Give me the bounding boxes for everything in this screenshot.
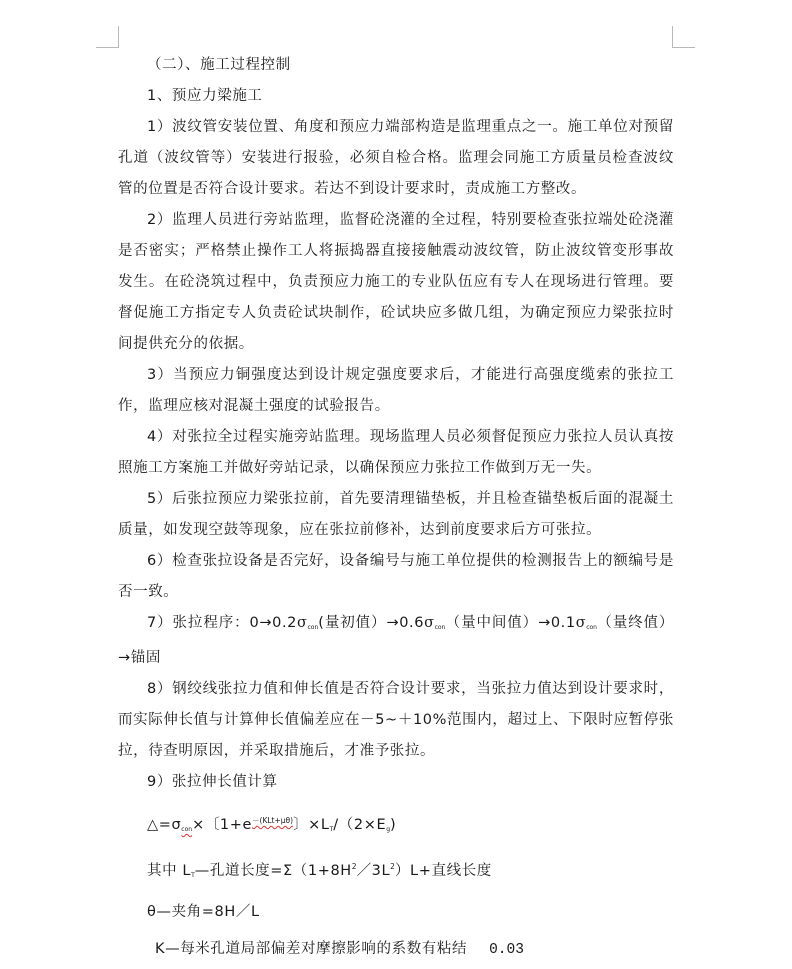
formula-part-e: ): [390, 817, 397, 833]
crop-mark-top-right-vertical: [672, 26, 673, 48]
p7-part-d: （量终值）→锚固: [118, 615, 675, 666]
subsection-title: 1、预应力梁施工: [147, 88, 263, 104]
subsection-9-title: 9）张拉伸长值计算: [147, 774, 278, 790]
def-lt-a: 其中 L: [147, 863, 192, 879]
paragraph-7: [118, 608, 674, 674]
p7-part-c: （量中间值）→0.1: [445, 615, 576, 631]
paragraph-1: 1）波纹管安装位置、角度和预应力端部构造是监理重点之一。施工单位对预留孔道（波纹管等）安装进行报验，必须自检合格。监理会同施工方质量员检查波纹管的位置是否符合设计要求。若达不到设计要求时，责成施工方整改。: [118, 119, 674, 197]
formula-sub-con: con: [181, 826, 193, 833]
paragraph-6: 6）检查张拉设备是否完好，设备编号与施工单位提供的检测报告上的额编号是否一致。: [118, 553, 674, 600]
sigma-symbol: σ: [575, 615, 587, 631]
def-lt-b: —孔道长度=Σ（1+8H: [194, 863, 352, 879]
formula-part-c: 〕×L: [293, 817, 330, 833]
section-heading: （二）、施工过程控制: [147, 57, 291, 73]
formula-exponent: －(KLt+μθ): [252, 816, 294, 825]
definition-theta: θ—夹角=8H／L: [147, 904, 260, 920]
paragraph-3: 3）当预应力铜强度达到设计规定强度要求后，才能进行高强度缆索的张拉工作，监理应核对混凝土强度的试验报告。: [118, 367, 674, 414]
def-lt-sub: T: [191, 872, 195, 879]
def-lt-sup1: 2: [351, 862, 357, 871]
def-k-value: 0.03: [489, 942, 524, 958]
subscript-con: con: [434, 624, 446, 631]
def-lt-sup2: 2: [390, 862, 395, 871]
def-lt-c: ／3L: [356, 863, 391, 879]
def-k-text: K—每米孔道局部偏差对摩擦影响的系数有粘结: [155, 941, 468, 957]
formula-sub-g: g: [386, 826, 391, 833]
sigma-symbol: σ: [424, 615, 435, 631]
subscript-con: con: [307, 624, 319, 631]
paragraph-8: 8）钢绞线张拉力值和伸长值是否符合设计要求，当张拉力值达到设计要求时，而实际伸长值与计算伸长值偏差应在－5~＋10%范围内，超过上、下限时应暂停张拉，待查明原因，并采取措施后，才准予张拉。: [118, 681, 674, 759]
def-lt-d: ）L+直线长度: [394, 863, 492, 879]
definition-lt: [118, 848, 674, 894]
formula-part-d: /（2×E: [333, 817, 387, 833]
p7-part-b: (量初值）→0.6: [318, 615, 425, 631]
paragraph-2: 2）监理人员进行旁站监理，监督砼浇灌的全过程，特别要检查张拉端处砼浇灌是否密实；严格禁止操作工人将振捣器直接接触震动波纹管，防止波纹管变形事故发生。在砼浇筑过程中，负责预应力施工的专业队伍应有专人在现场进行管理。要督促施工方指定专人负责砼试块制作，砼试块应多做几组，为确定预应力梁张拉时间提供充分的依据。: [118, 212, 674, 352]
crop-mark-top-right-horizontal: [673, 47, 695, 48]
p7-part-a: 7）张拉程序：0→0.2: [147, 615, 297, 631]
formula-sub-t: T: [329, 826, 334, 833]
paragraph-4: 4）对张拉全过程实施旁站监理。现场监理人员必须督促预应力张拉人员认真按照施工方案施工并做好旁站记录，以确保预应力张拉工作做到万无一失。: [118, 429, 674, 476]
formula-part-b: ×〔1+e: [192, 817, 253, 833]
document-body: [118, 50, 674, 969]
paragraph-5: 5）后张拉预应力梁张拉前，首先要清理锚垫板，并且检查锚垫板后面的混凝土质量，如发现空鼓等现象，应在张拉前修补，达到前度要求后方可张拉。: [118, 491, 674, 538]
formula-part-a: △=σ: [147, 817, 182, 833]
subscript-con: con: [586, 624, 597, 631]
definition-k: [118, 931, 674, 969]
crop-mark-top-left-vertical: [118, 26, 119, 48]
crop-mark-top-left-horizontal: [96, 47, 118, 48]
elongation-formula: [118, 802, 674, 848]
sigma-symbol: σ: [297, 615, 308, 631]
